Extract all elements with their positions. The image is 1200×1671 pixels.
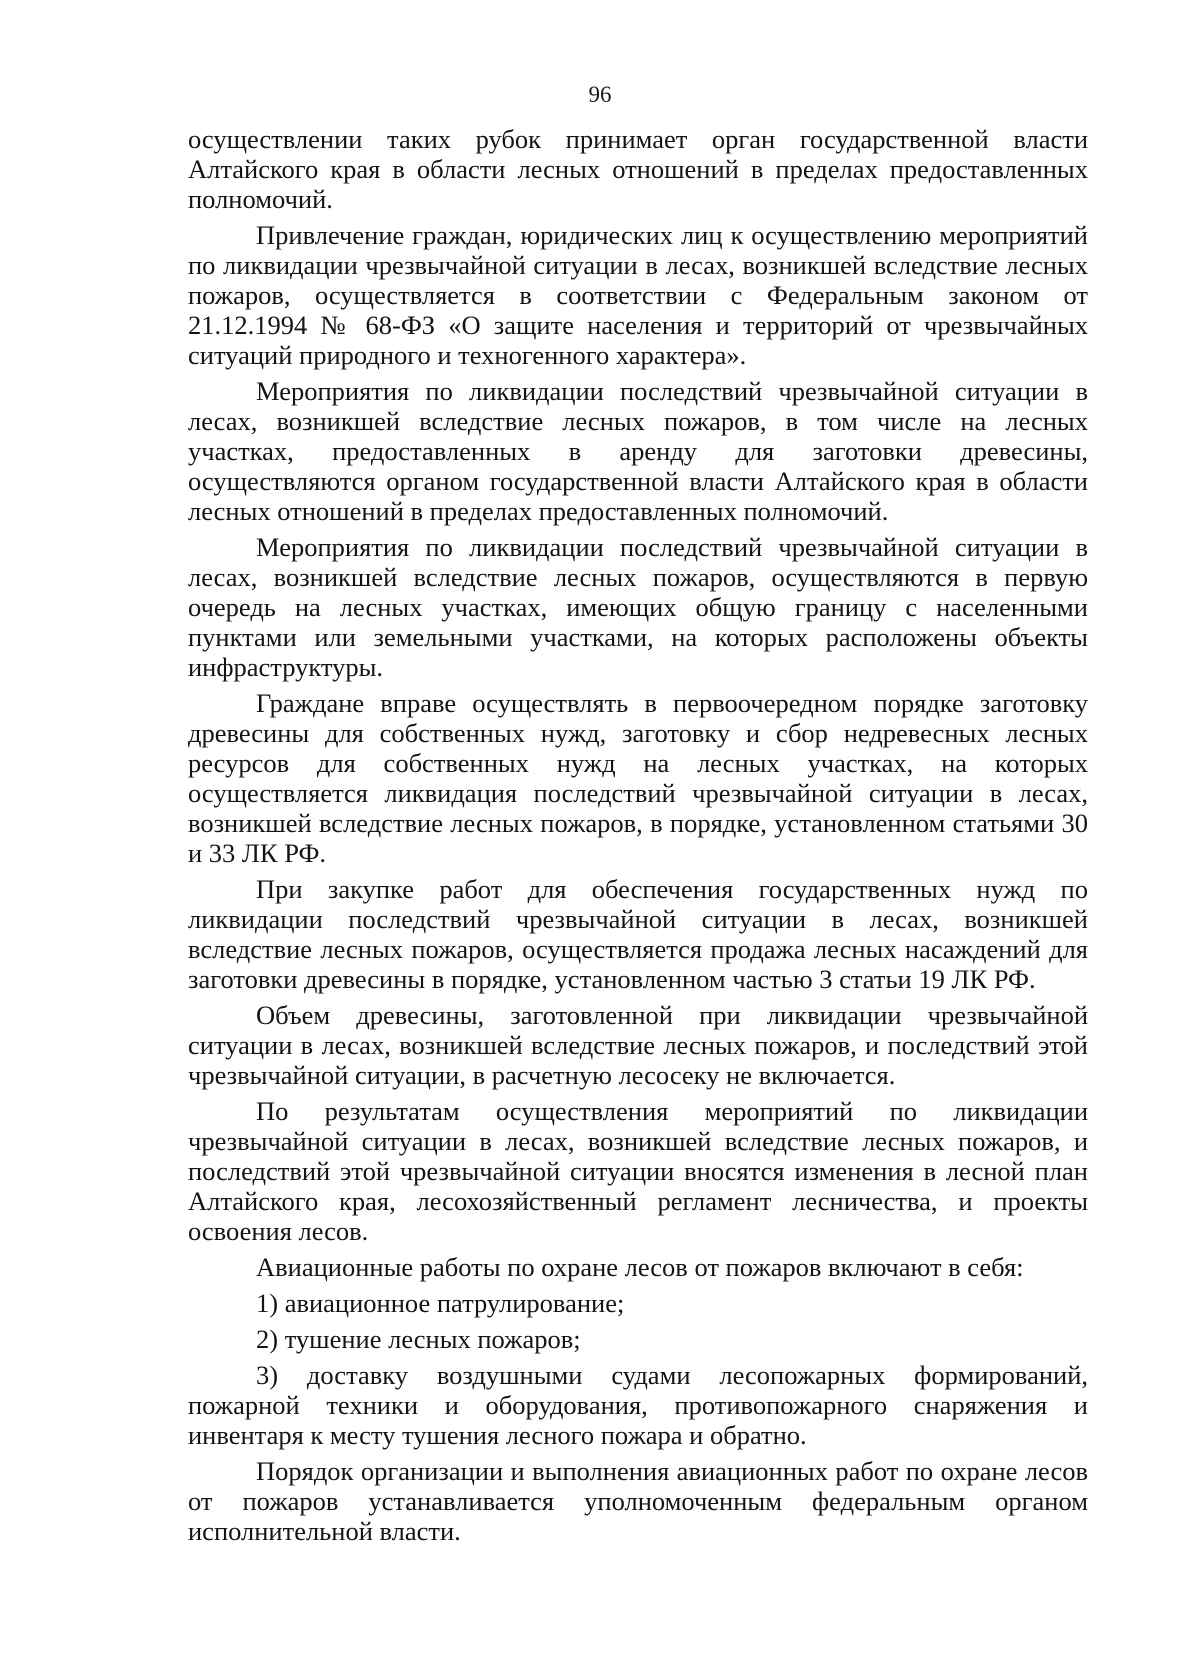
document-body: [188, 124, 1088, 1552]
page-number: 96: [588, 82, 612, 107]
list-item-delivery: 3) доставку воздушными судами лесопожарных формирований, пожарной техники и оборудования, противопожарного снаряжения и инвентаря к месту тушения лесного пожара и обратно.: [188, 1360, 1088, 1450]
paragraph-aviation-intro: Авиационные работы по охране лесов от пожаров включают в себя:: [256, 1252, 1024, 1282]
paragraph-procurement: При закупке работ для обеспечения государственных нужд по ликвидации последствий чрезвычайной ситуации в лесах, возникшей вследствие лесных пожаров, осуществляется продажа лесных насаждений для заготовки древесины в порядке, установленном частью 3 статьи 19 ЛК РФ.: [188, 874, 1088, 994]
paragraph-citizens-rights: Граждане вправе осуществлять в первоочередном порядке заготовку древесины для собственных нужд, заготовку и сбор недревесных лесных ресурсов для собственных нужд на лесных участках, на которых осуществляется ликвидация последствий чрезвычайной ситуации в лесах, возникшей вследствие лесных пожаров, в порядке, установленном статьями 30 и 33 ЛК РФ.: [188, 688, 1088, 868]
paragraph-priority-areas: Мероприятия по ликвидации последствий чрезвычайной ситуации в лесах, возникшей вследствие лесных пожаров, осуществляются в первую очередь на лесных участках, имеющих общую границу с населенными пунктами или земельными участками, на которых расположены объекты инфраструктуры.: [188, 532, 1088, 682]
paragraph-continuation: осуществлении таких рубок принимает орган государственной власти Алтайского края в области лесных отношений в пределах предоставленных полномочий.: [188, 124, 1088, 214]
paragraph-citizens-involvement: Привлечение граждан, юридических лиц к осуществлению мероприятий по ликвидации чрезвычайной ситуации в лесах, возникшей вследствие лесных пожаров, осуществляется в соответствии с Федеральным законом от 21.12.1994 № 68-ФЗ «О защите населения и территорий от чрезвычайных ситуаций природного и техногенного характера».: [188, 220, 1088, 370]
paragraph-aviation-procedure: Порядок организации и выполнения авиационных работ по охране лесов от пожаров устанавливается уполномоченным федеральным органом исполнительной власти.: [188, 1456, 1088, 1546]
paragraph-wood-volume: Объем древесины, заготовленной при ликвидации чрезвычайной ситуации в лесах, возникшей вследствие лесных пожаров, и последствий этой чрезвычайной ситуации, в расчетную лесосеку не включается.: [188, 1000, 1088, 1090]
list-item-patrolling: 1) авиационное патрулирование;: [256, 1288, 625, 1318]
paragraph-plan-changes: По результатам осуществления мероприятий по ликвидации чрезвычайной ситуации в лесах, возникшей вследствие лесных пожаров, и последствий этой чрезвычайной ситуации вносятся изменения в лесной план Алтайского края, лесохозяйственный регламент лесничества, и проекты освоения лесов.: [188, 1096, 1088, 1246]
list-item-extinguishing: 2) тушение лесных пожаров;: [256, 1324, 581, 1354]
paragraph-consequences-measures: Мероприятия по ликвидации последствий чрезвычайной ситуации в лесах, возникшей вследствие лесных пожаров, в том числе на лесных участках, предоставленных в аренду для заготовки древесины, осуществляются органом государственной власти Алтайского края в области лесных отношений в пределах предоставленных полномочий.: [188, 376, 1088, 526]
